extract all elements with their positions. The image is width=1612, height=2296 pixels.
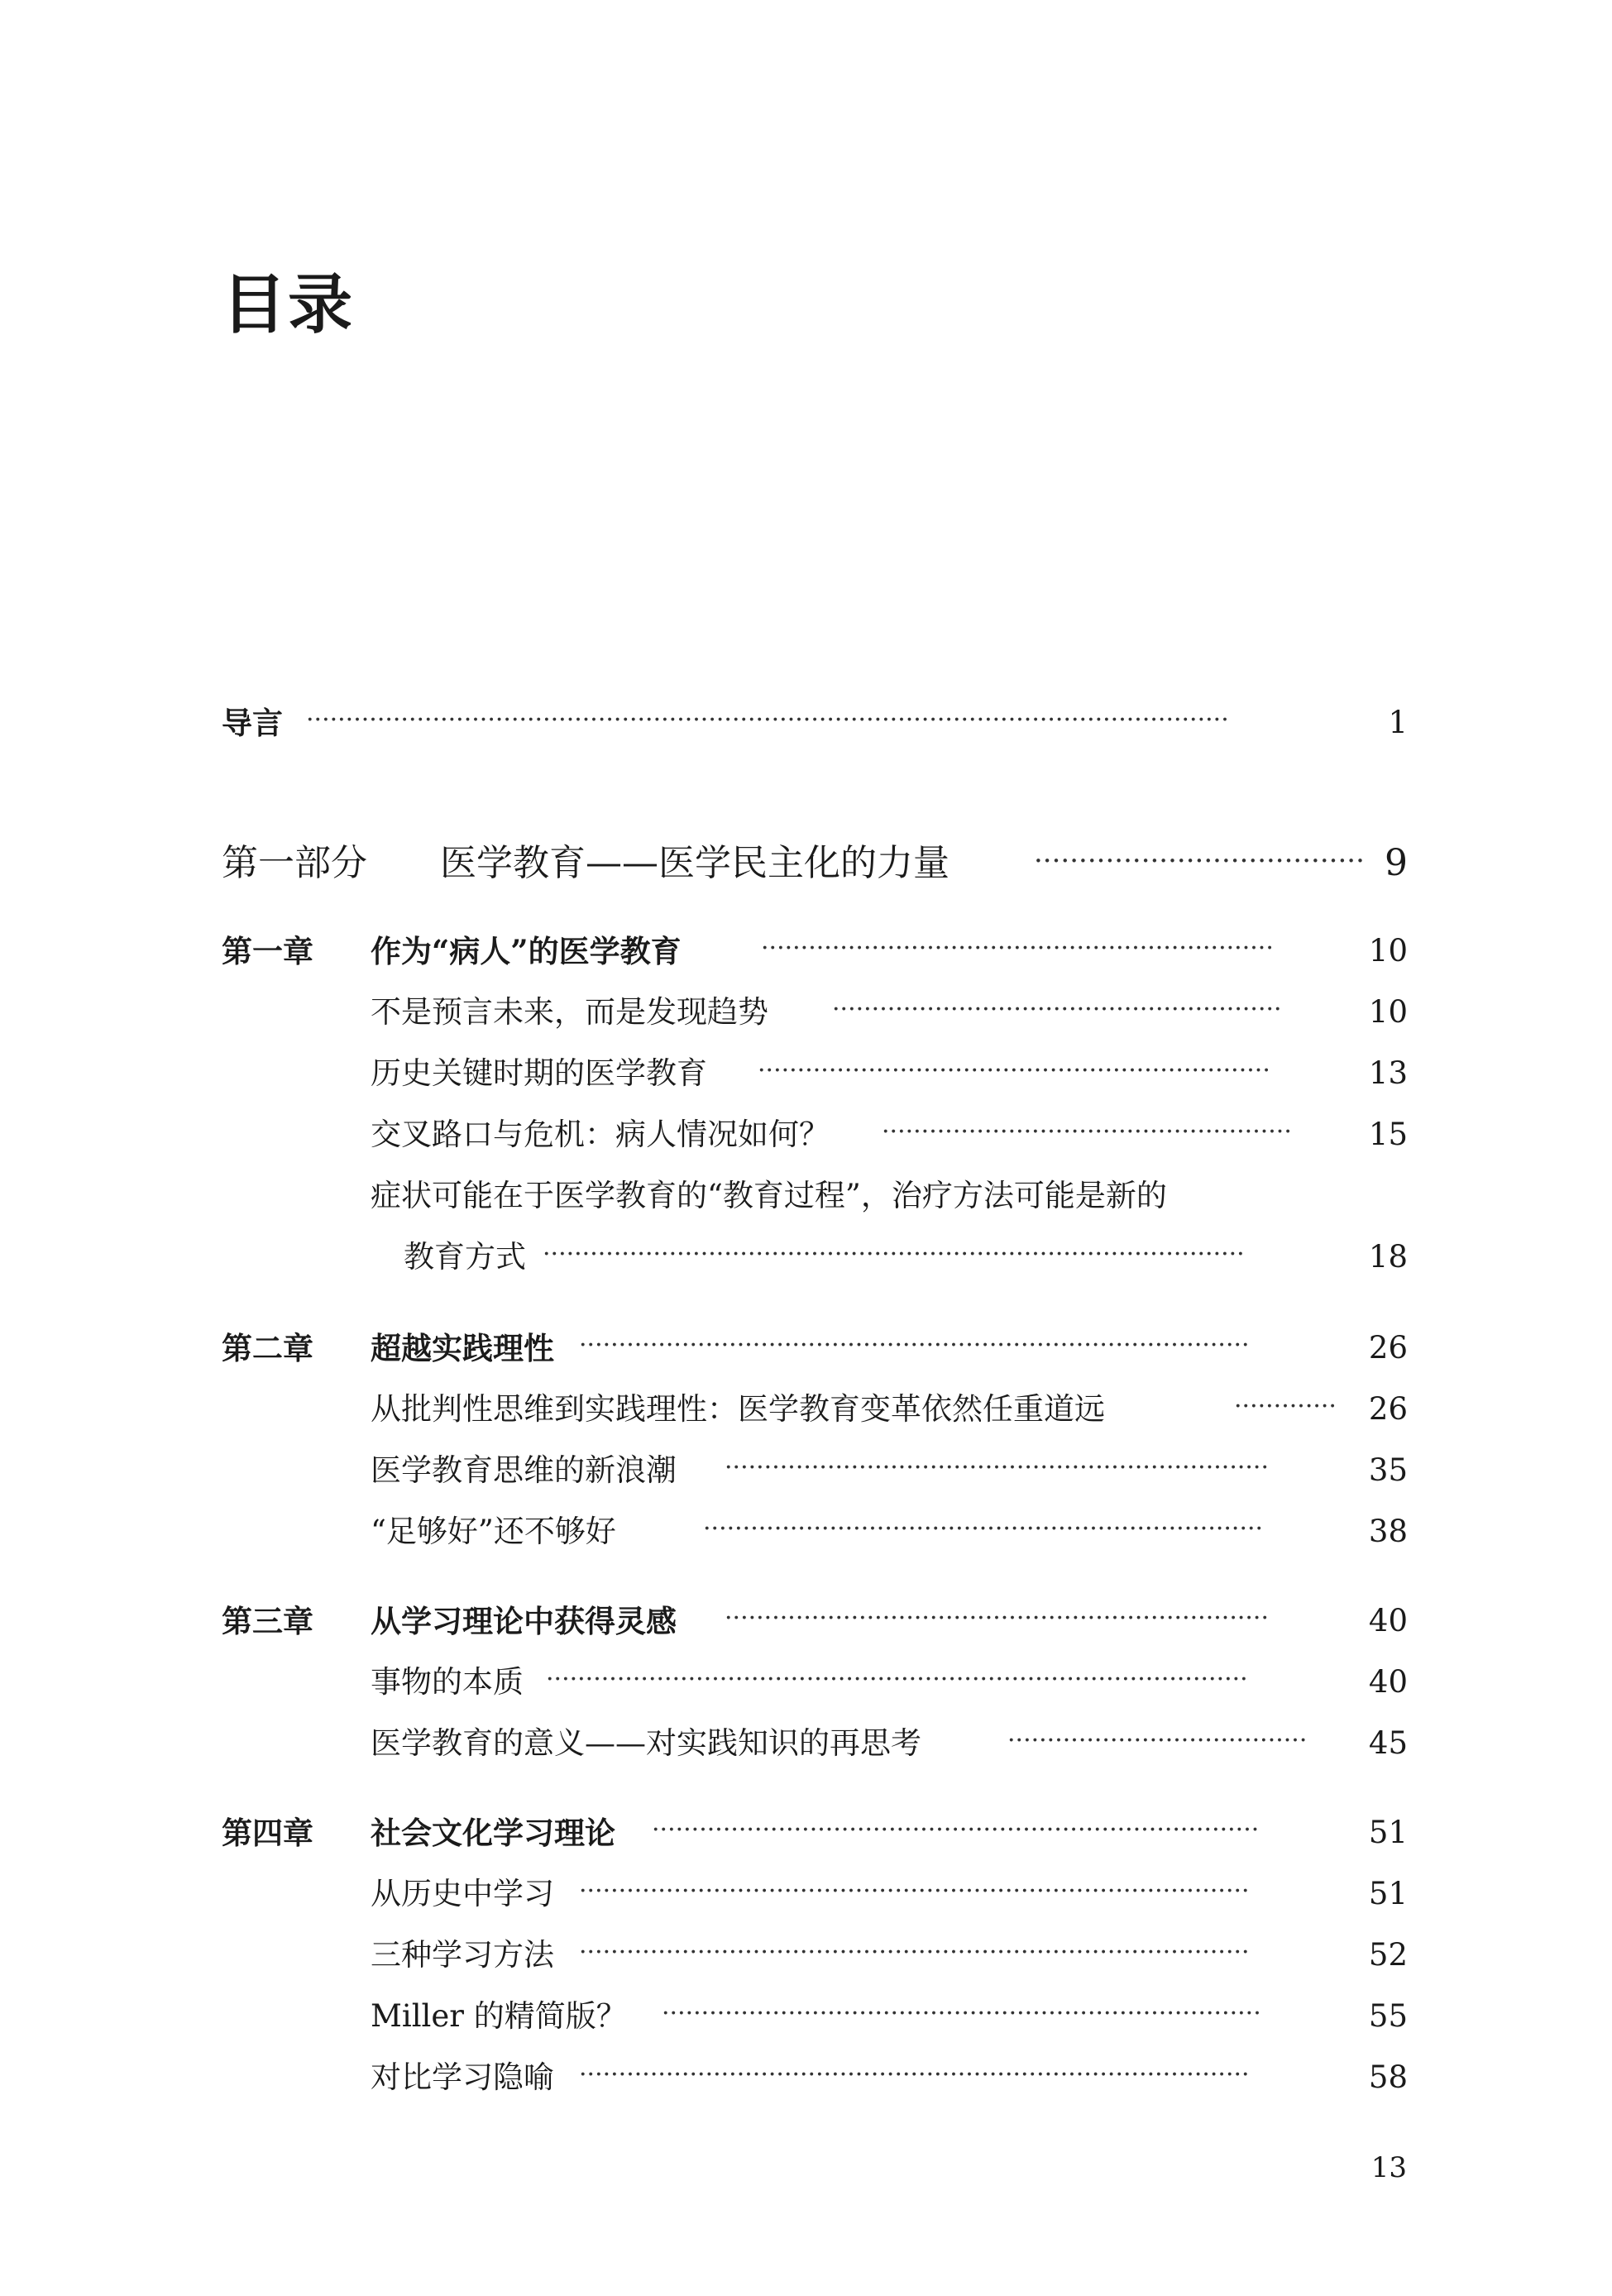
dot-leader: ····································· [1034,844,1365,878]
toc-section[interactable] [0,1934,1612,1977]
chapter-number: 第二章 [222,1330,313,1366]
page-title: 目录 [222,267,355,342]
section-title: 不是预言未来，而是发现趋势 [371,994,768,1030]
chapter-page: 26 [1368,1330,1408,1366]
section-title: “足够好”还不够好 [371,1514,616,1549]
section-page: 10 [1368,994,1408,1030]
dot-leader: ····················································································· [579,1938,1250,1967]
toc-section[interactable] [0,2056,1612,2099]
toc-section[interactable] [0,1661,1612,1704]
part-number: 第一部分 [222,842,367,884]
toc-section[interactable] [0,1113,1612,1156]
dot-leader: ····················································································· [579,1877,1250,1906]
section-title: 事物的本质 [371,1664,524,1700]
dot-leader: ································································· [758,1056,1270,1085]
toc-section[interactable] [0,1388,1612,1431]
dot-leader: ························································· [832,995,1282,1024]
section-page: 18 [1368,1239,1408,1275]
section-title: 症状可能在于医学教育的“教育过程”，治疗方法可能是新的 [371,1178,1167,1213]
section-title: 历史关键时期的医学教育 [371,1055,707,1091]
dot-leader: ············································································· [652,1815,1260,1844]
toc-section[interactable] [0,1995,1612,2038]
section-page: 58 [1368,2059,1408,2095]
chapter-title: 从学习理论中获得灵感 [371,1603,677,1639]
section-page: 52 [1368,1937,1408,1973]
section-title: Miller 的精简版？ [371,1998,627,2034]
dot-leader: ····················································································· [579,2060,1250,2089]
chapter-page: 10 [1368,933,1408,969]
chapter-title: 社会文化学习理论 [371,1815,615,1851]
chapter-page: 51 [1368,1815,1408,1850]
toc-section[interactable] [0,1873,1612,1916]
dot-leader: ······································································· [703,1514,1264,1543]
toc-entry-intro[interactable] [0,701,1612,744]
chapter-number: 第三章 [222,1603,313,1639]
section-title: 从批判性思维到实践理性：医学教育变革依然任重道远 [371,1391,1105,1427]
dot-leader: ····································································· [725,1604,1269,1633]
part-title: 医学教育——医学民主化的力量 [440,842,950,884]
part-page: 9 [1385,842,1408,884]
dot-leader: ····································································· [725,1453,1269,1482]
dot-leader: ························································································· [546,1665,1248,1694]
chapter-title: 超越实践理性 [371,1330,554,1366]
page-number: 13 [1370,2151,1407,2184]
toc-chapter-2[interactable] [0,1327,1612,1370]
section-title-continuation: 教育方式 [404,1239,526,1275]
toc-section[interactable] [0,991,1612,1034]
dot-leader: ····················································································· [579,1331,1250,1360]
dot-leader: ······································ [1007,1726,1308,1755]
section-page: 26 [1368,1391,1408,1427]
section-page: 55 [1368,1998,1408,2034]
toc-section[interactable] [0,1052,1612,1095]
dot-leader: ····················································································································· [306,706,1229,734]
chapter-title: 作为“病人”的医学教育 [371,933,682,969]
toc-chapter-3[interactable] [0,1600,1612,1643]
chapter-number: 第四章 [222,1815,313,1851]
toc-section[interactable] [0,1510,1612,1553]
toc-chapter-1[interactable] [0,930,1612,973]
dot-leader: ············· [1234,1392,1337,1421]
section-page: 45 [1368,1725,1408,1761]
toc-section[interactable] [0,1174,1612,1217]
dot-leader: ································································· [761,934,1274,963]
section-page: 13 [1368,1055,1408,1091]
toc-entry-page: 1 [1388,705,1408,740]
section-title: 从历史中学习 [371,1876,554,1911]
section-page: 40 [1368,1664,1408,1700]
section-page: 51 [1368,1876,1408,1911]
section-page: 15 [1368,1117,1408,1152]
toc-section-continuation[interactable] [0,1236,1612,1279]
section-title: 三种学习方法 [371,1937,554,1973]
dot-leader: ························································································· [543,1240,1245,1269]
section-title: 医学教育思维的新浪潮 [371,1452,677,1488]
dot-leader: ············································································ [662,1999,1261,2028]
section-page: 38 [1368,1514,1408,1549]
section-title: 对比学习隐喻 [371,2059,554,2095]
dot-leader: ···················································· [882,1117,1292,1146]
toc-chapter-4[interactable] [0,1811,1612,1854]
section-title: 医学教育的意义——对实践知识的再思考 [371,1725,921,1761]
chapter-page: 40 [1368,1603,1408,1638]
chapter-number: 第一章 [222,933,313,969]
section-page: 35 [1368,1452,1408,1488]
section-title: 交叉路口与危机：病人情况如何？ [371,1117,830,1152]
toc-part-1[interactable] [0,839,1612,888]
toc-section[interactable] [0,1449,1612,1492]
toc-section[interactable] [0,1722,1612,1765]
toc-entry-title: 导言 [222,705,283,741]
